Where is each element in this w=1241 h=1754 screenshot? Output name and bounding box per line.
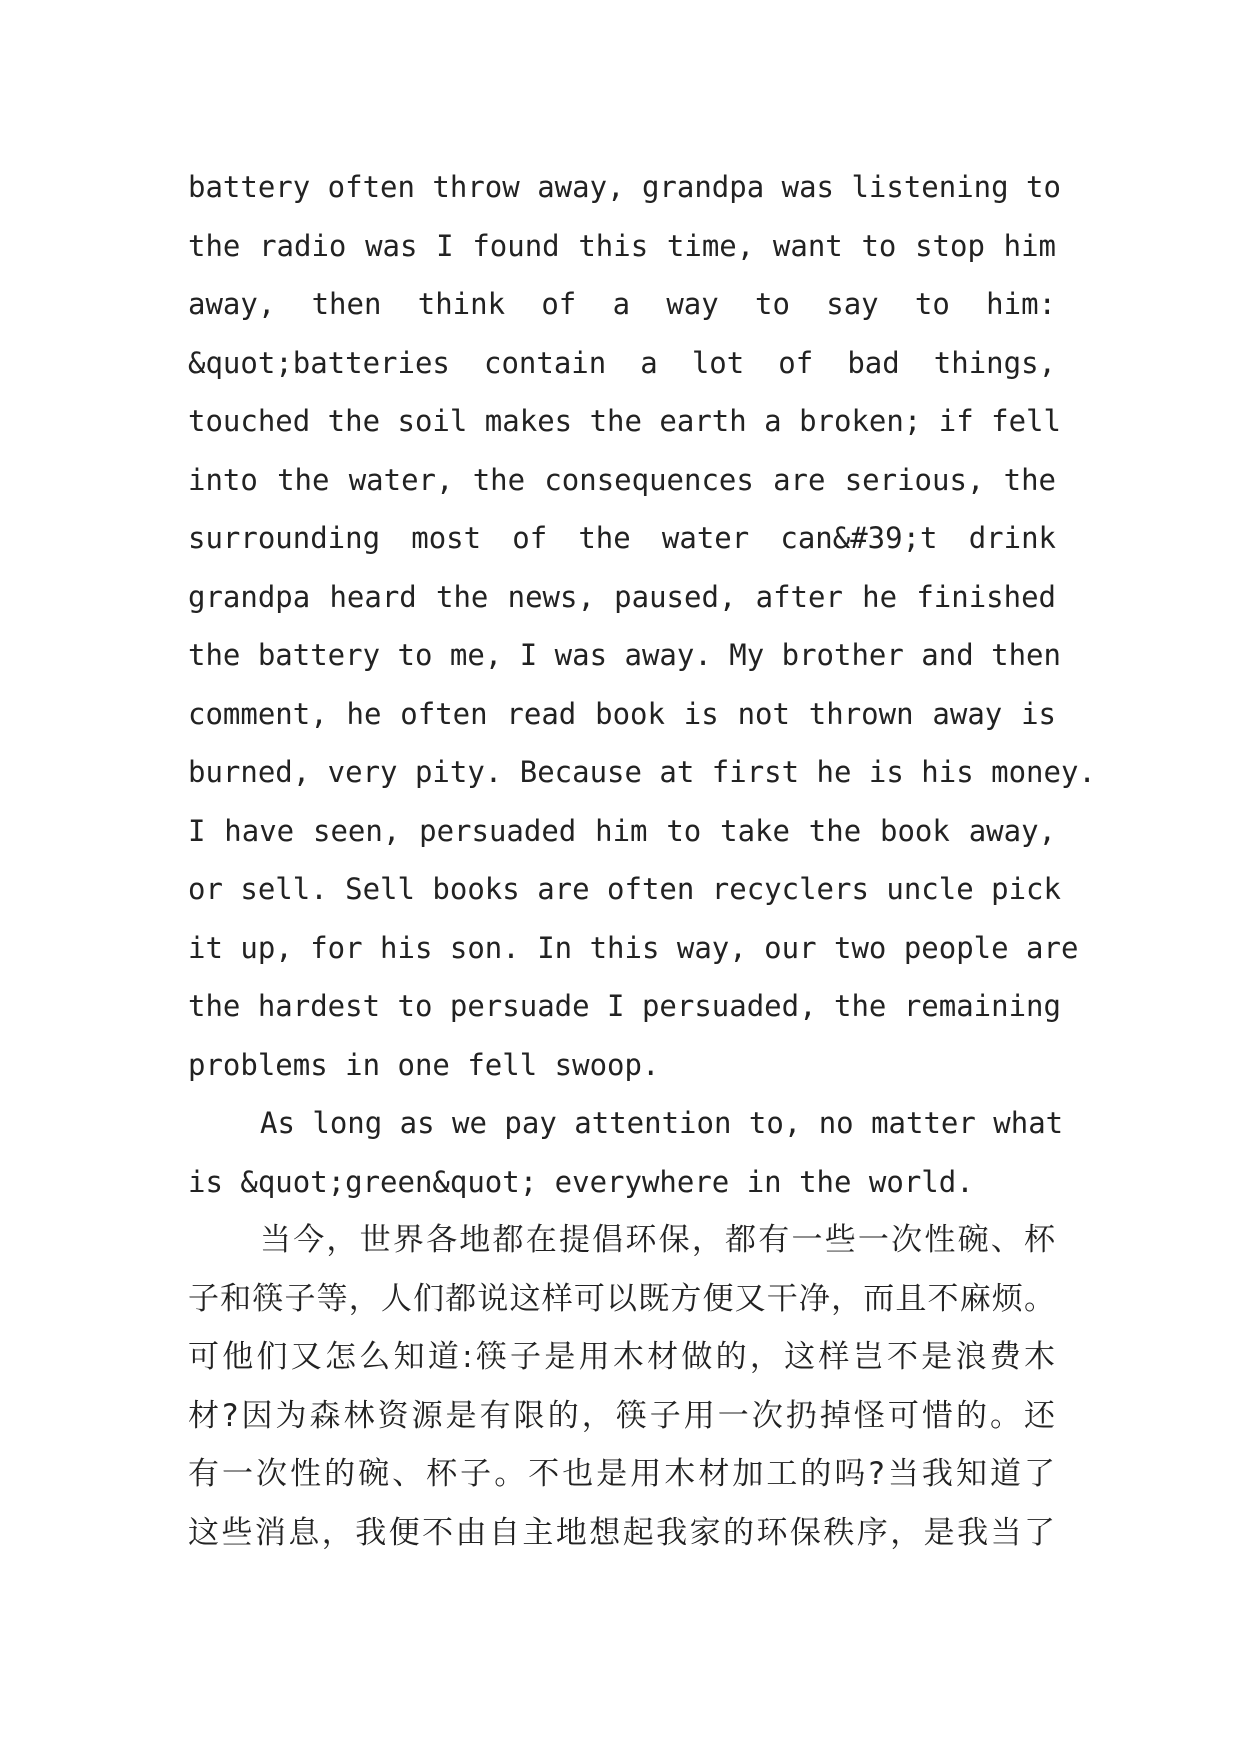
text-line: it up, for his son. In this way, our two people are [188, 930, 1079, 965]
text-line: grandpa heard the news, paused, after he finished [188, 579, 1056, 614]
text-line: 子和筷子等，人们都说这样可以既方便又干净，而且不麻烦。 [188, 1280, 1056, 1317]
text-line: away, then think of a way to say to him: [188, 287, 1056, 321]
text-line: is &quot;green&quot; everywhere in the world. [188, 1164, 974, 1199]
text-line: burned, very pity. Because at first he is his money. [188, 755, 1096, 789]
text-line: &quot;batteries contain a lot of bad things, [188, 345, 1056, 380]
text-line: problems in one fell swoop. [188, 1047, 660, 1082]
text-line: or sell. Sell books are often recyclers uncle pick [188, 872, 1061, 906]
text-line: the radio was I found this time, want to stop him [188, 228, 1056, 263]
text-line: 这些消息，我便不由自主地想起我家的环保秩序，是我当了 [188, 1514, 1056, 1551]
text-line: battery often throw away, grandpa was listening to [188, 170, 1061, 204]
text-line: As long as we pay attention to, no matter what [260, 1106, 1064, 1140]
text-line: the hardest to persuade I persuaded, the remaining [188, 989, 1061, 1023]
text-line: 材?因为森林资源是有限的，筷子用一次扔掉怪可惜的。还 [188, 1397, 1056, 1434]
body-text [188, 158, 1096, 1562]
text-line: surrounding most of the water can&#39;t drink [188, 521, 1056, 555]
text-line: 当今，世界各地都在提倡环保，都有一些一次性碗、杯 [260, 1222, 1056, 1258]
text-line: touched the soil makes the earth a broken; if fell [188, 404, 1061, 438]
text-line: the battery to me, I was away. My brother and then [188, 638, 1061, 672]
text-line: I have seen, persuaded him to take the book away, [188, 813, 1056, 848]
text-line: comment, he often read book is not thrown away is [188, 696, 1056, 731]
text-line: 可他们又怎么知道:筷子是用木材做的，这样岂不是浪费木 [188, 1339, 1056, 1375]
text-line: into the water, the consequences are serious, the [188, 462, 1056, 497]
text-line: 有一次性的碗、杯子。不也是用木材加工的吗?当我知道了 [188, 1456, 1056, 1492]
